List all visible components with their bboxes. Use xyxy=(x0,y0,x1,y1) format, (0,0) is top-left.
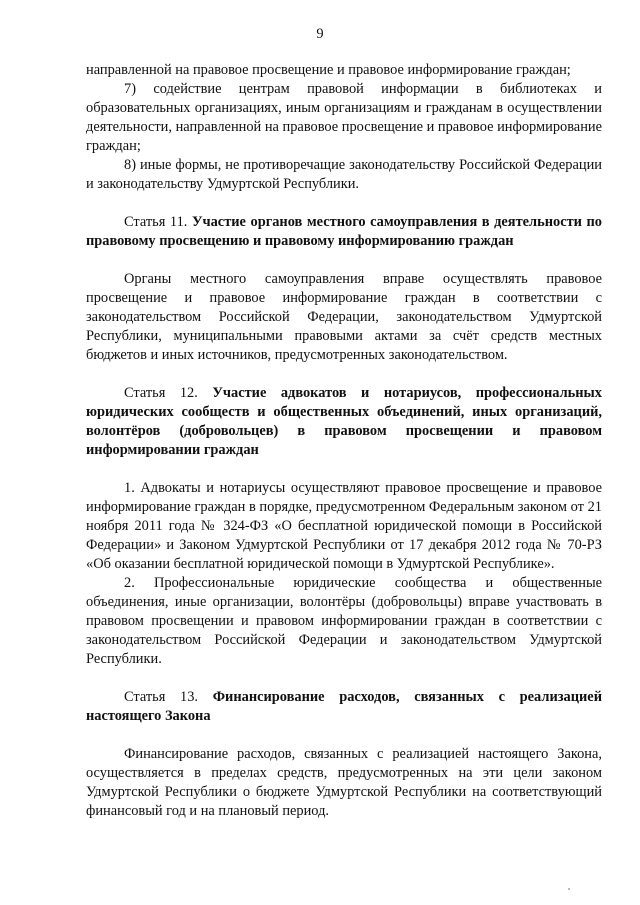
article-13-heading xyxy=(86,688,602,726)
article-12-paragraph-2: 2. Профессиональные юридические сообщества и общественные объединения, иные организации, волонтёры (добровольцы) вправе участвовать в правовом просвещении и правовом информировании граждан в соответствии с законодательством Российской Федерации и законодательством Удмуртской Республики. xyxy=(86,575,602,667)
article-13-number: Статья 13. xyxy=(124,689,199,705)
article-13-paragraph: Финансирование расходов, связанных с реализацией настоящего Закона, осуществляется в пределах средств, предусмотренных на эти цели законом Удмуртской Республики о бюджете Удмуртской Республики на соответствующий финансовый год и на плановый период. xyxy=(86,746,602,819)
article-12-paragraph-1: 1. Адвокаты и нотариусы осуществляют правовое просвещение и правовое информирование граждан в порядке, предусмотренном Федеральным законом от 21 ноября 2011 года № 324-ФЗ «О бесплатной юридической помощи в Российской Федерации» и Законом Удмуртской Республики от 17 декабря 2012 года № 70-РЗ «Об оказании бесплатной юридической помощи в Удмуртской Республике». xyxy=(86,480,602,572)
document-body xyxy=(86,61,602,821)
article-13-title: Финансирование расходов, связанных с реализацией настоящего Закона xyxy=(86,689,602,724)
article-12-title: Участие адвокатов и нотариусов, профессиональных юридических сообществ и общественных объединений, иных организаций, волонтёров (добровольцев) в правовом просвещении и правовом информировании граждан xyxy=(86,385,602,458)
article-11-number: Статья 11. xyxy=(124,214,188,230)
article-11-heading xyxy=(86,213,602,251)
article-11-paragraph: Органы местного самоуправления вправе осуществлять правовое просвещение и правовое информирование граждан в соответствии с законодательством Российской Федерации, законодательством Удмуртской Республики, муниципальными правовыми актами за счёт средств местных бюджетов и иных источников, предусмотренных законодательством. xyxy=(86,271,602,363)
scan-speck xyxy=(568,888,570,890)
page-number: 9 xyxy=(316,26,324,42)
intro-continuation: направленной на правовое просвещение и правовое информирование граждан; xyxy=(86,62,571,78)
article-12-number: Статья 12. xyxy=(124,385,198,401)
list-item-7: 7) содействие центрам правовой информации в библиотеках и образовательных организациях, иным организациям и гражданам в осуществлении деятельности, направленной на правовое просвещение и правовое информирование граждан; xyxy=(86,81,602,154)
article-11-title: Участие органов местного самоуправления в деятельности по правовому просвещению и правовому информированию граждан xyxy=(86,214,602,249)
article-12-heading xyxy=(86,384,602,460)
list-item-8: 8) иные формы, не противоречащие законодательству Российской Федерации и законодательству Удмуртской Республики. xyxy=(86,157,602,192)
